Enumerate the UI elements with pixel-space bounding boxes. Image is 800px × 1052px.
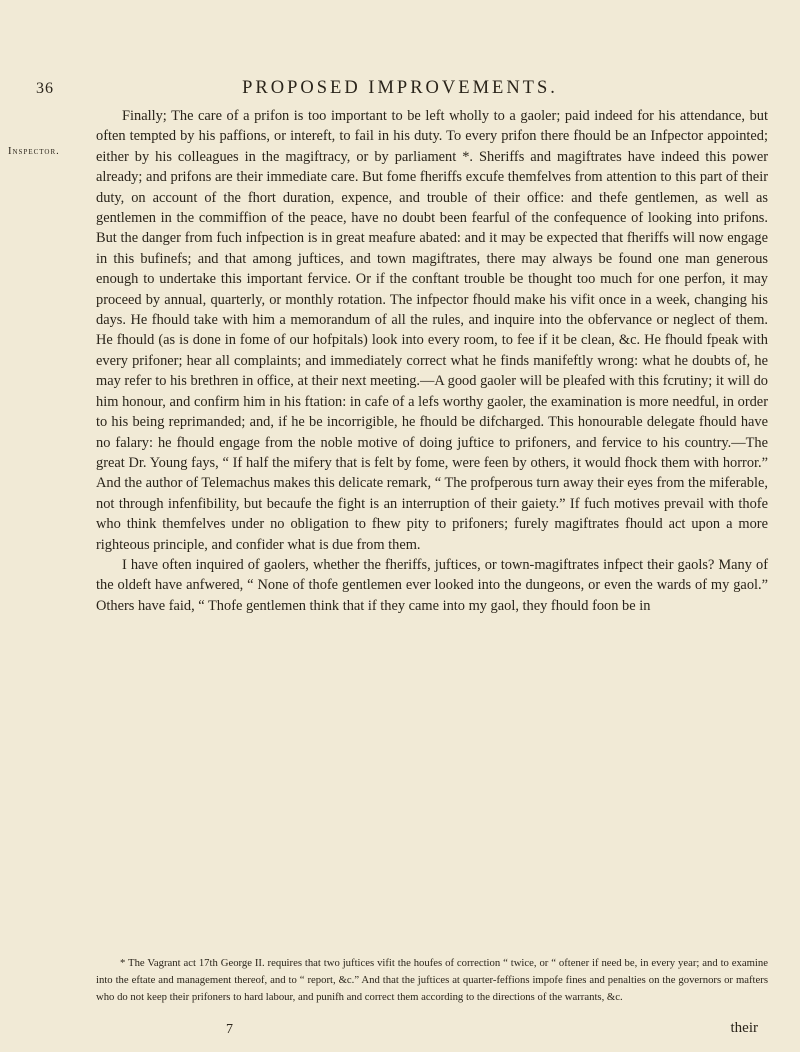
body-text [96, 106, 768, 616]
paragraph-1: Finally; The care of a prifon is too important to be left wholly to a gaoler; paid indeed for his attendance, but often tempted by his paffions, or intereft, to fail in his duty. To every prifon there fhould be an Infpector appointed; either by his colleagues in the magiftracy, or by parliament *. Sheriffs and magiftrates have indeed this power already; and prifons are their immediate care. But fome fheriffs excufe themfelves from attention to this part of their duty, on account of the fhort duration, expence, and trouble of their office: and thefe gentlemen, as well as gentlemen in the commiffion of the peace, have no doubt been fearful of the confequence of looking into prifons. But the danger from fuch infpection is in great meafure abated: and it may be expected that fheriffs will now engage in this bufinefs; and that among juftices, and town magiftrates, there may always be found one man generous enough to undertake this important fervice. Or if the conftant trouble be thought too much for one perfon, it may proceed by annual, quarterly, or monthly rotation. The infpector fhould make his vifit once in a week, changing his days. He fhould take with him a memorandum of all the rules, and inquire into the obfervance or neglect of them. He fhould (as is done in fome of our hofpitals) look into every room, to fee if it be clean, &c. He fhould fpeak with every prifoner; hear all complaints; and immediately correct what he finds manifeftly wrong: what he doubts of, he may refer to his brethren in office, at their next meeting.—A good gaoler will be pleafed with this fcrutiny; it will do him honour, and confirm him in his ftation: in cafe of a lefs worthy gaoler, the examination is more needful, in order to his being reprimanded; and, if he be incorrigible, he fhould be difcharged. This honourable delegate fhould have no falary: he fhould engage from the noble motive of doing juftice to prifoners, and fervice to his country.—The great Dr. Young fays, “ If half the mifery that is felt by fome, were feen by others, it would fhock them with horror.” And the author of Telemachus makes this delicate remark, “ The profperous turn away their eyes from the miferable, not through infenfibility, but becaufe the fight is an interruption of their gaiety.” If fuch motives prevail with thofe who think themfelves under no obligation to fhew pity to prifoners; furely magiftrates fhould act upon a more righteous principle, and confider what is due from them. [96, 108, 768, 553]
paragraph-2: I have often inquired of gaolers, whether the fheriffs, juftices, or town-magiftrates infpect their gaols? Many of the oldeft have anfwered, “ None of thofe gentlemen ever looked into the dungeons, or even the wards of my gaol.” Others have faid, “ Thofe gentlemen think that if they came into my gaol, they fhould foon be in [96, 556, 768, 614]
margin-note: Inspector. [8, 146, 60, 157]
footnote-text: * The Vagrant act 17th George II. requires that two juftices vifit the houfes of correction “ twice, or “ oftener if need be, in every year; and to examine into the eftate and management thereof, and to “ report, &c.” And that the juftices at quarter-feffions impofe fines and penalties on the governors or mafters who do not keep their prifoners to hard labour, and punifh and correct them according to the directions of the warrants, &c. [96, 957, 768, 1003]
signature-mark: 7 [226, 1022, 233, 1037]
catchword: their [730, 1020, 758, 1036]
running-title: PROPOSED IMPROVEMENTS. [242, 78, 558, 98]
footnote [96, 955, 768, 1005]
page-number: 36 [36, 80, 54, 97]
